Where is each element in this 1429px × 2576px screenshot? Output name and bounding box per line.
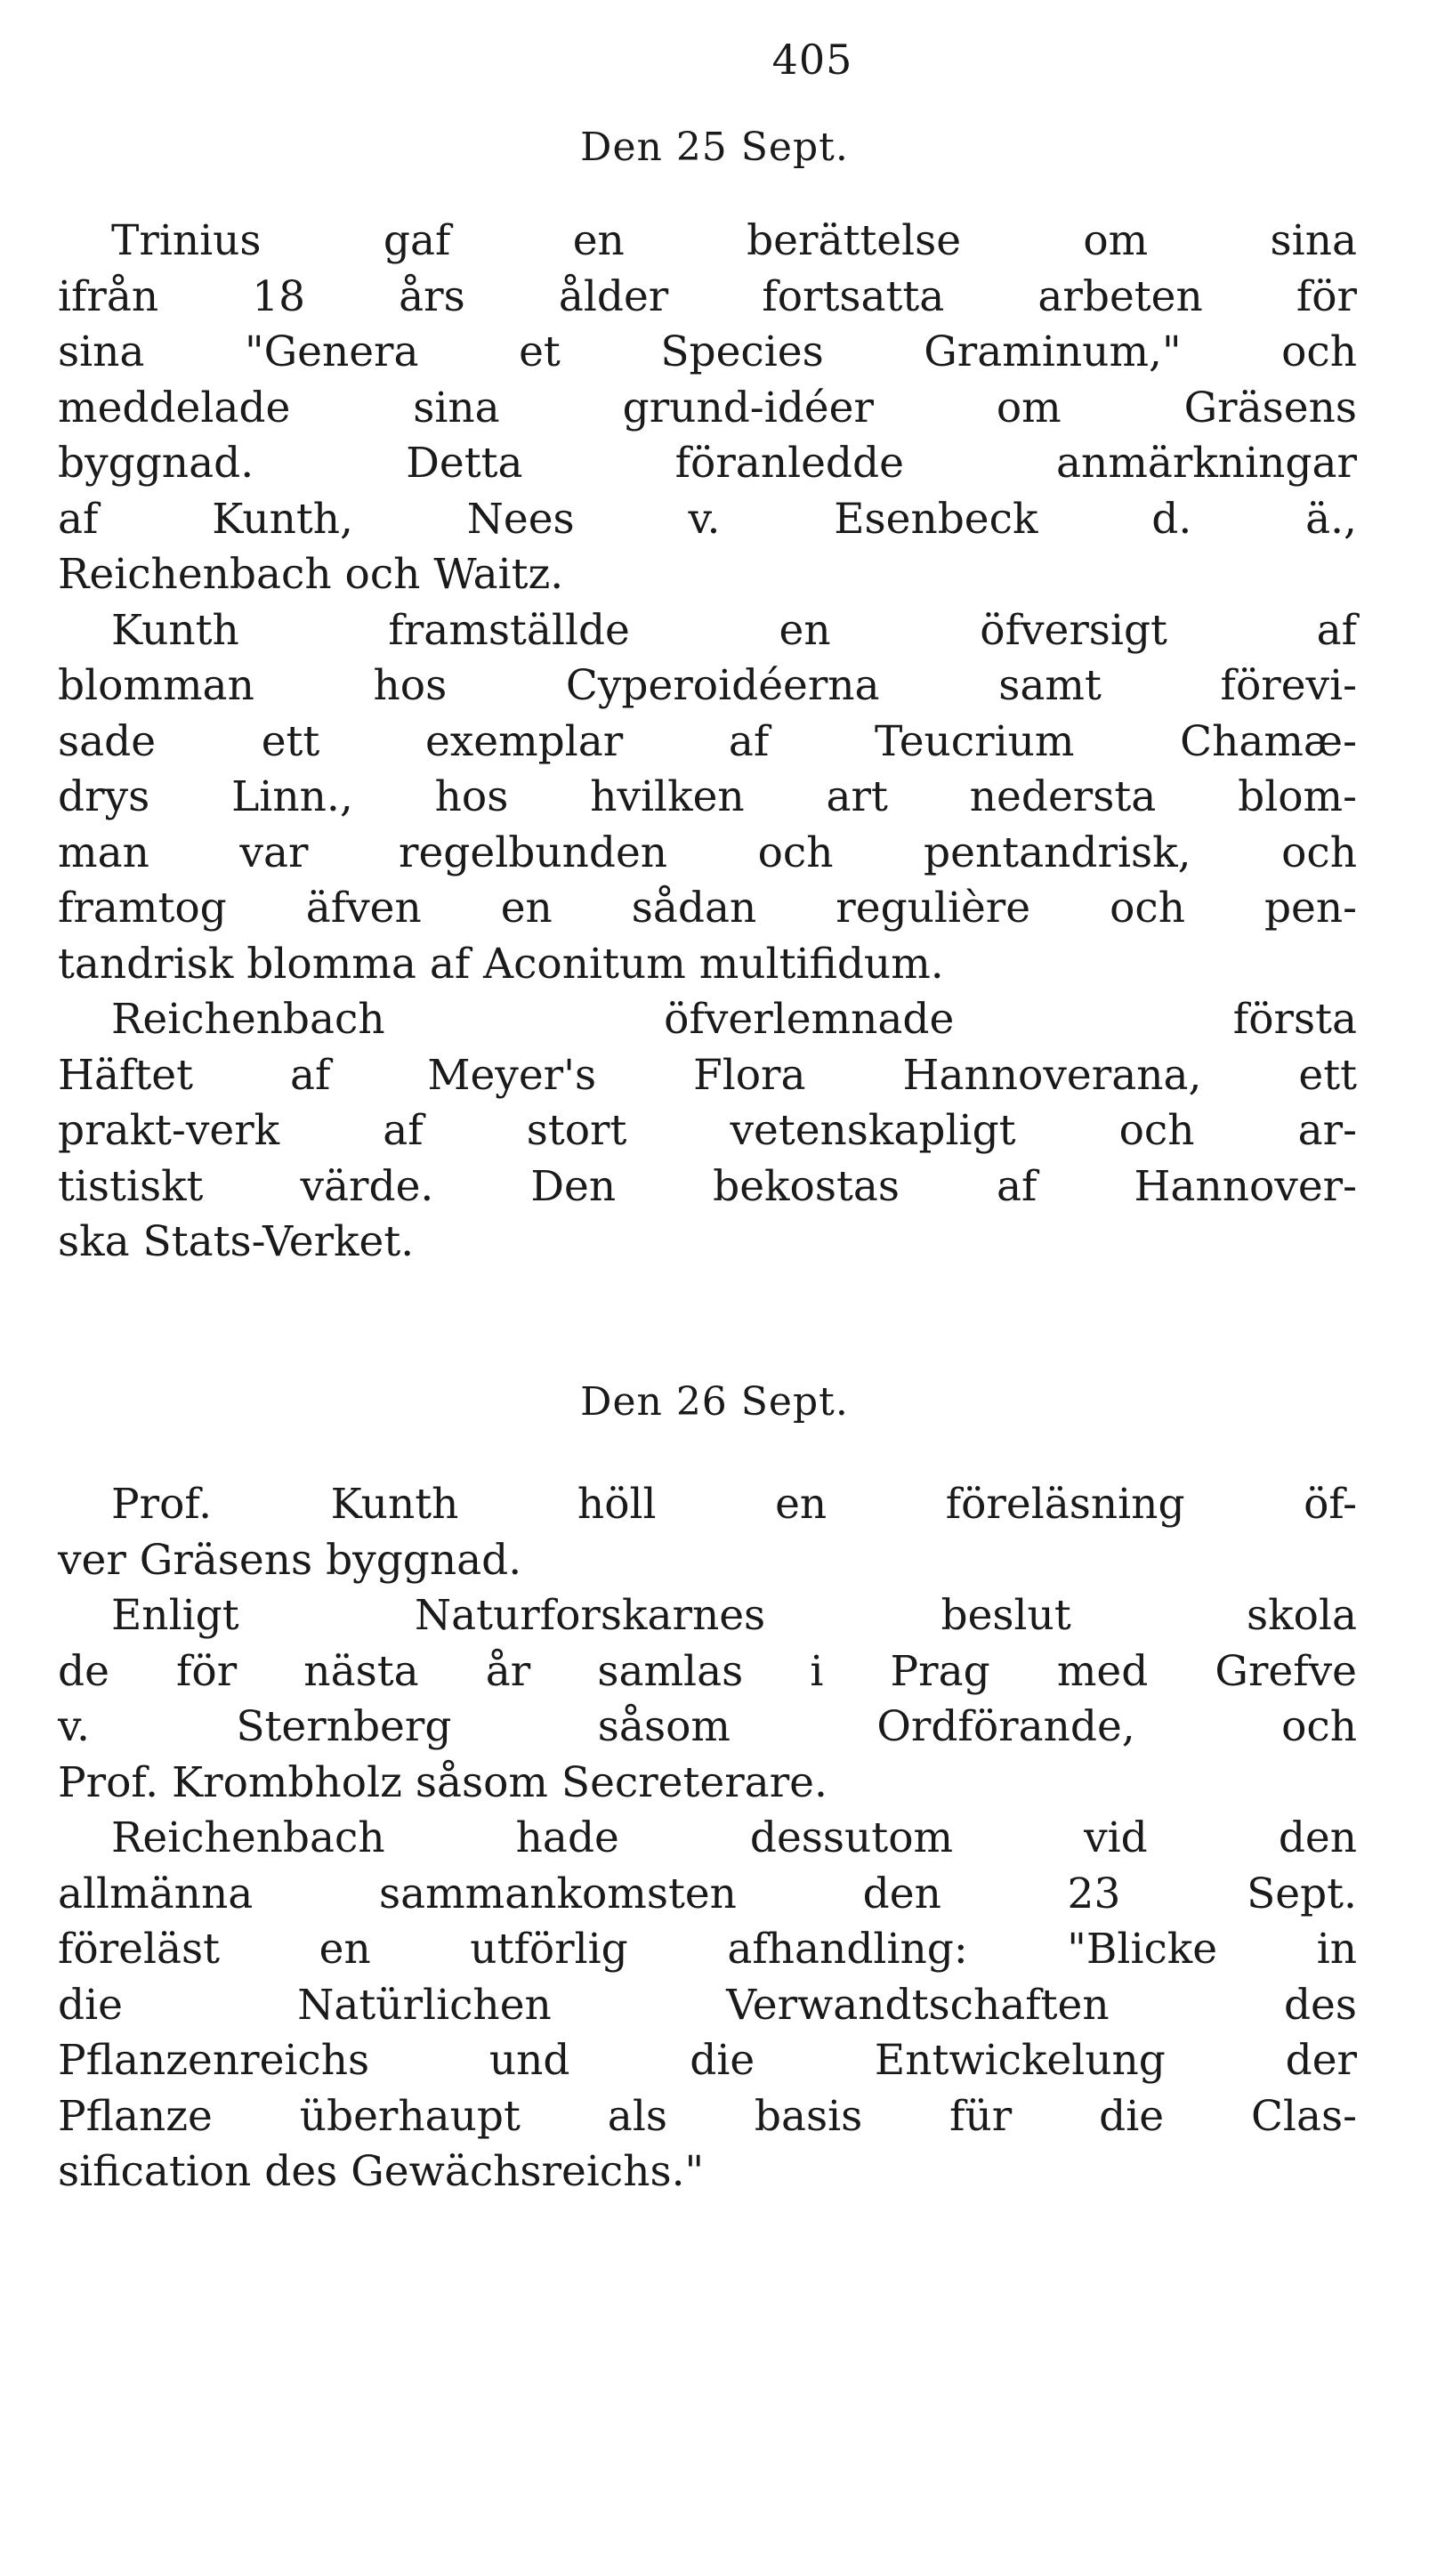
text-line: de för nästa år samlas i Prag med Grefve: [58, 1646, 1357, 1696]
text-line: man var regelbunden och pentandrisk, och: [58, 828, 1357, 877]
text-line: af Kunth, Nees v. Esenbeck d. ä.,: [58, 494, 1357, 544]
text-line: sade ett exemplar af Teucrium Chamæ-: [58, 716, 1357, 766]
section-text: [58, 1477, 1357, 2201]
text-line: Trinius gaf en berättelse om sina: [111, 216, 1357, 265]
section-text: [58, 214, 1357, 1271]
text-line: ver Gräsens byggnad.: [58, 1535, 522, 1585]
text-line: Pflanze überhaupt als basis für die Clas-: [58, 2091, 1357, 2141]
text-line: tistiskt värde. Den bekostas af Hannover-: [58, 1161, 1357, 1211]
date-heading: Den 26 Sept.: [580, 1379, 849, 1425]
text-line: ska Stats-Verket.: [58, 1217, 415, 1266]
text-line: Prof. Krombholz såsom Secreterare.: [58, 1757, 828, 1807]
text-line: Prof. Kunth höll en föreläsning öf-: [111, 1480, 1357, 1529]
text-line: sification des Gewächsreichs.": [58, 2147, 705, 2196]
text-line: Häftet af Meyer's Flora Hannoverana, ett: [58, 1050, 1357, 1100]
text-line: Pflanzenreichs und die Entwickelung der: [58, 2036, 1357, 2085]
text-line: tandrisk blomma af Aconitum multifidum.: [58, 939, 944, 989]
text-line: drys Linn., hos hvilken art nedersta blom-: [58, 772, 1357, 821]
text-line: sina "Genera et Species Graminum," och: [58, 327, 1357, 376]
text-line: Reichenbach och Waitz.: [58, 550, 564, 599]
date-heading: Den 25 Sept.: [580, 125, 849, 170]
page-number: 405: [771, 36, 853, 84]
text-line: v. Sternberg såsom Ordförande, och: [58, 1702, 1357, 1751]
text-line: die Natürlichen Verwandtschaften des: [58, 1980, 1357, 2030]
text-line: Kunth framställde en öfversigt af: [111, 605, 1357, 655]
text-line: Reichenbach hade dessutom vid den: [111, 1813, 1357, 1862]
text-line: byggnad. Detta föranledde anmärkningar: [58, 439, 1357, 488]
text-line: prakt-verk af stort vetenskapligt och ar-: [58, 1106, 1357, 1155]
text-line: föreläst en utförlig afhandling: "Blicke in: [58, 1925, 1357, 1974]
text-line: Reichenbach öfverlemnade första: [111, 995, 1357, 1044]
text-line: meddelade sina grund-idéer om Gräsens: [58, 383, 1357, 432]
text-line: blomman hos Cyperoidéerna samt förevi-: [58, 661, 1357, 710]
text-line: Enligt Naturforskarnes beslut skola: [111, 1591, 1357, 1640]
text-line: allmänna sammankomsten den 23 Sept.: [58, 1869, 1357, 1918]
text-line: framtog äfven en sådan regulière och pen-: [58, 884, 1357, 933]
text-line: ifrån 18 års ålder fortsatta arbeten för: [58, 271, 1357, 321]
